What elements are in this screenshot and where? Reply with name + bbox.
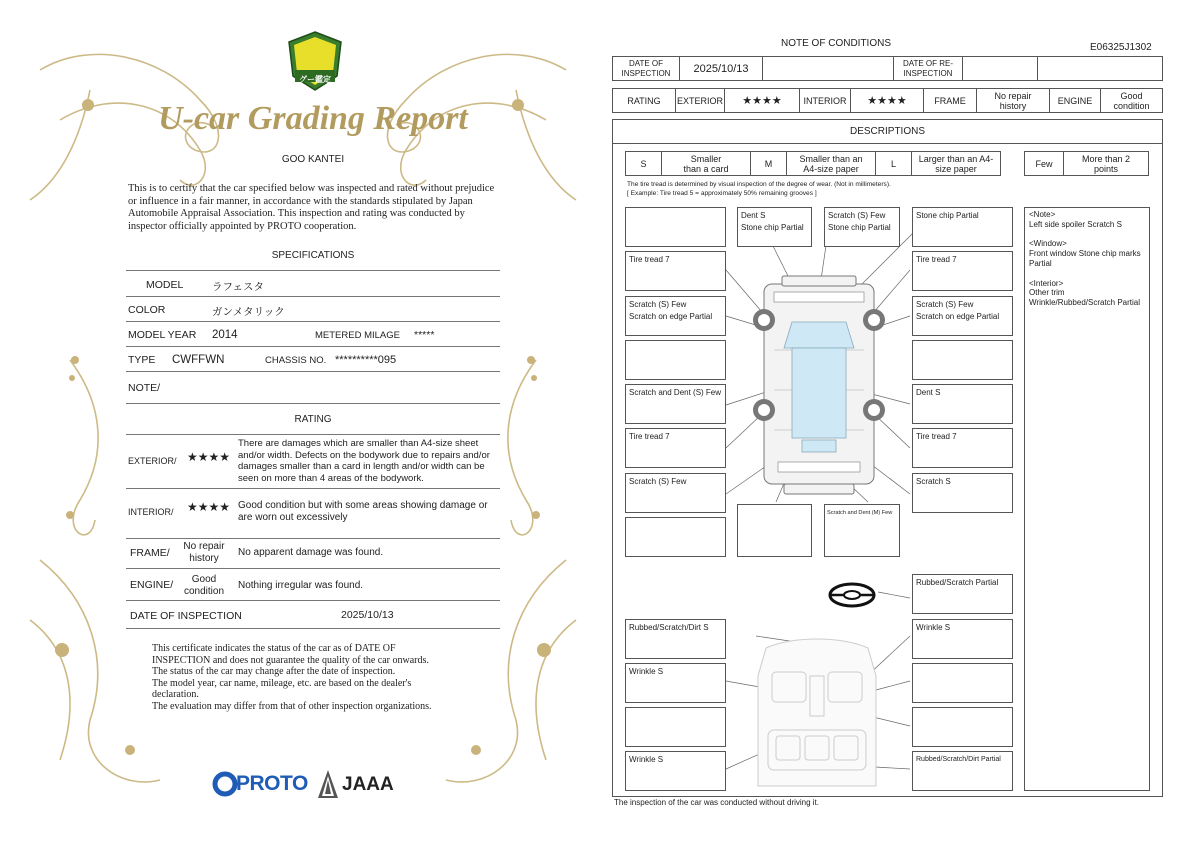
jaaa-logo-icon xyxy=(318,770,398,798)
box-bottom-right-small: Scratch and Dent (M) Few xyxy=(824,504,900,557)
exterior-label: EXTERIOR xyxy=(675,88,725,113)
color-label: COLOR xyxy=(128,304,166,316)
model-year-value: 2014 xyxy=(212,329,238,341)
box-left-6: Scratch (S) Few xyxy=(625,473,726,513)
box-interior-right-3 xyxy=(912,707,1013,747)
box-interior-left-4: Wrinkle S xyxy=(625,751,726,791)
box-left-7 xyxy=(625,517,726,557)
frame-value: No repair history xyxy=(183,541,225,564)
legend-few: Few xyxy=(1024,151,1064,176)
box-interior-left-2: Wrinkle S xyxy=(625,663,726,703)
box-left-2: Scratch (S) Few Scratch on edge Partial xyxy=(625,296,726,336)
footer-text xyxy=(152,643,492,713)
note-of-conditions xyxy=(606,0,1200,848)
legend-l: L xyxy=(875,151,912,176)
car-interior-icon xyxy=(752,636,882,796)
box-top-right: Stone chip Partial xyxy=(912,207,1013,247)
date-of-inspection-label: DATE OF INSPECTION xyxy=(612,56,680,81)
engine-value: Good condition xyxy=(183,574,225,597)
box-top-scratch: Scratch (S) Few Stone chip Partial xyxy=(824,207,900,247)
box-right-3 xyxy=(912,340,1013,380)
proto-logo-text: PROTO xyxy=(236,772,308,795)
interior-stars: ★★★★ xyxy=(850,88,924,113)
notes-text: <Note> Left side spoiler Scratch S <Window> Front window Stone chip marks Partial <Interior> Other trim Wrinkle/Rubbed/Scratch Partial xyxy=(1029,210,1141,308)
footer-line: The evaluation may differ from that of other inspection organizations. xyxy=(152,700,432,712)
date-value: 2025/10/13 xyxy=(341,609,394,621)
box-top-dent: Dent S Stone chip Partial xyxy=(737,207,812,247)
legend-l-desc: Larger than an A4-size paper xyxy=(911,151,1001,176)
notes-panel xyxy=(1024,207,1150,791)
legend-s: S xyxy=(625,151,662,176)
intro-text: This is to certify that the car specified below was inspected and rated without prejudice or influence in a fair manner, in accordance with the standards stipulated by Japan Automobile Appraisal Association. This inspection and rating was conducted by inspector officially appointed by PROTO cooperation. xyxy=(128,183,495,232)
tread-note-1: The tire tread is determined by visual inspection of the degree of wear. (Not in millimeters). xyxy=(627,181,891,188)
frame-label: FRAME xyxy=(923,88,977,113)
steering-wheel-icon xyxy=(826,580,878,610)
footer-line: declaration. xyxy=(152,689,199,701)
model-year-label: MODEL YEAR xyxy=(128,329,197,341)
interior-stars: ★★★★ xyxy=(187,500,231,514)
box-interior-left-3 xyxy=(625,707,726,747)
model-label: MODEL xyxy=(146,279,184,291)
box-right-5: Tire tread 7 xyxy=(912,428,1013,468)
chassis-label: CHASSIS NO. xyxy=(265,355,327,366)
box-top-left xyxy=(625,207,726,247)
report-title: U-car Grading Report xyxy=(158,100,468,137)
box-right-4: Dent S xyxy=(912,384,1013,424)
descriptions-heading: DESCRIPTIONS xyxy=(612,119,1163,144)
proto-logo-icon xyxy=(212,770,312,798)
interior-desc: Good condition but with some areas showing damage or are worn out excessively xyxy=(238,500,488,523)
tread-note-2: [ Example: Tire tread 5 = approximately 50% remaining grooves ] xyxy=(627,190,817,197)
box-right-1: Tire tread 7 xyxy=(912,251,1013,291)
rating-label: RATING xyxy=(612,88,676,113)
box-left-1: Tire tread 7 xyxy=(625,251,726,291)
specifications-heading: SPECIFICATIONS xyxy=(271,250,355,261)
box-right-2: Scratch (S) Few Scratch on edge Partial xyxy=(912,296,1013,336)
jaaa-logo-text: JAAA xyxy=(342,774,394,795)
chassis-value: **********095 xyxy=(335,354,397,366)
legend-few-desc: More than 2 points xyxy=(1063,151,1149,176)
report-subtitle: GOO KANTEI xyxy=(281,154,345,165)
rating-heading: RATING xyxy=(294,414,332,425)
type-value: CWFFWN xyxy=(172,354,225,366)
badge-icon xyxy=(287,30,343,92)
model-value: ラフェスタ xyxy=(212,281,264,293)
exterior-stars: ★★★★ xyxy=(187,450,231,464)
box-left-3 xyxy=(625,340,726,380)
metered-mileage-value: ***** xyxy=(414,329,435,341)
box-interior-left-1: Rubbed/Scratch/Dirt S xyxy=(625,619,726,659)
box-interior-right-4: Rubbed/Scratch/Dirt Partial xyxy=(912,751,1013,791)
box-bottom-mid xyxy=(737,504,812,557)
legend-m: M xyxy=(750,151,787,176)
footer-line: This certificate indicates the status of the car as of DATE OF xyxy=(152,643,396,654)
footer-line: The model year, car name, mileage, etc. are based on the dealer's xyxy=(152,677,412,689)
date-label: DATE OF INSPECTION xyxy=(130,610,242,622)
date-of-reinspection-label: DATE OF RE-INSPECTION xyxy=(893,56,963,81)
box-right-6: Scratch S xyxy=(912,473,1013,513)
conditions-footer: The inspection of the car was conducted without driving it. xyxy=(614,798,819,807)
color-value: ガンメタリック xyxy=(212,306,285,318)
doc-id: E06325J1302 xyxy=(1090,42,1152,53)
legend-m-desc: Smaller than an A4-size paper xyxy=(786,151,876,176)
interior-label: INTERIOR xyxy=(799,88,851,113)
box-left-5: Tire tread 7 xyxy=(625,428,726,468)
engine-value: Good condition xyxy=(1100,88,1163,113)
footer-line: The status of the car may change after the date of inspection. xyxy=(152,666,396,678)
exterior-label: EXTERIOR/ xyxy=(128,456,177,466)
box-interior-right-1: Wrinkle S xyxy=(912,619,1013,659)
engine-label: ENGINE/ xyxy=(130,579,174,591)
exterior-desc: There are damages which are smaller than A4-size sheet and/or width. Defects on the bodywork due to repairs and/or damages smaller than a card in length and/or width can be seen on more than 4 areas of the bodywork. xyxy=(238,438,490,484)
engine-desc: Nothing irregular was found. xyxy=(238,580,364,591)
interior-label: INTERIOR/ xyxy=(128,507,174,517)
frame-label: FRAME/ xyxy=(130,547,170,559)
box-steering: Rubbed/Scratch Partial xyxy=(912,574,1013,614)
metered-mileage-label: METERED MILAGE xyxy=(315,330,400,341)
note-label: NOTE/ xyxy=(128,382,161,394)
date-of-inspection-value: 2025/10/13 xyxy=(679,56,763,81)
frame-desc: No apparent damage was found. xyxy=(238,547,384,558)
box-interior-right-2 xyxy=(912,663,1013,703)
engine-label: ENGINE xyxy=(1049,88,1101,113)
conditions-title: NOTE OF CONDITIONS xyxy=(781,38,891,49)
legend-s-desc: Smaller than a card xyxy=(661,151,751,176)
badge-text: グー鑑定 xyxy=(299,75,331,84)
type-label: TYPE xyxy=(128,354,156,366)
exterior-stars: ★★★★ xyxy=(724,88,800,113)
box-left-4: Scratch and Dent (S) Few xyxy=(625,384,726,424)
footer-line: INSPECTION and does not guarantee the quality of the car onwards. xyxy=(152,654,429,666)
frame-value: No repair history xyxy=(976,88,1050,113)
